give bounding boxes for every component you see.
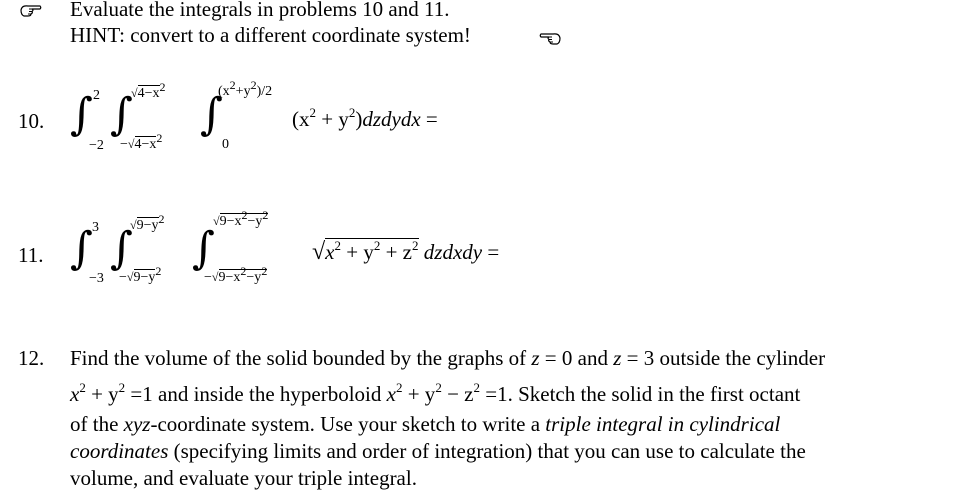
instructions-hint: HINT: convert to a different coordinate system!	[70, 23, 471, 47]
outer-upper-limit: 2	[93, 88, 100, 103]
inner-integral-sign: ∫	[200, 89, 223, 140]
outer-integral-sign: ∫	[70, 89, 93, 140]
outer-lower-limit: −2	[89, 138, 104, 153]
inner-lower-limit: −√9−x2−y2	[204, 264, 268, 285]
problem-11-integrand: $√x^2 + y^2 + z^2$ dzdxdy =	[312, 238, 500, 265]
middle-lower-limit: −√4−x2	[120, 131, 163, 152]
inner-upper-limit: (x2+y2)/2	[218, 78, 273, 99]
problem-12-number: 12.	[18, 346, 45, 370]
problem-10-number: 10.	[18, 109, 45, 133]
problem-12-line-1: Find the volume of the solid bounded by the graphs of z = 0 and z = 3 outside the cylinder	[70, 346, 826, 370]
outer-upper-limit: 3	[92, 220, 99, 235]
problem-12-line-4: coordinates (specifying limits and order of integration) that you can use to calculate the	[70, 439, 806, 463]
problem-12-line-3: of the xyz-coordinate system. Use your sketch to write a triple integral in cylindrical	[70, 412, 781, 436]
outer-lower-limit: −3	[89, 271, 104, 286]
problem-10-integrand: ($x^2$ + $y^2)dzdydx$ =	[292, 105, 438, 131]
middle-integral-sign: ∫	[110, 223, 133, 274]
pointing-hand-icon	[539, 31, 561, 50]
middle-integral-sign: ∫	[110, 89, 133, 140]
middle-lower-limit: −√9−y2	[119, 264, 162, 285]
problem-12-line-5: volume, and evaluate your triple integral.	[70, 466, 417, 490]
inner-integral-sign: ∫	[192, 223, 215, 274]
inner-lower-limit: 0	[222, 137, 229, 152]
pointing-hand-icon	[20, 3, 42, 22]
instructions-line-1: Evaluate the integrals in problems 10 and 11.	[70, 0, 450, 21]
problem-11-number: 11.	[18, 243, 44, 267]
middle-upper-limit: √4−x2	[131, 80, 166, 101]
middle-upper-limit: √9−y2	[130, 212, 165, 233]
inner-upper-limit: √9−x2−y2	[213, 208, 269, 229]
problem-12-line-2: $x^2 + y^2 =1$ and inside the hyperboloid $x^2 + y^2 - z^2 =1$. Sketch the solid in the first octant	[70, 380, 801, 406]
outer-integral-sign: ∫	[70, 223, 93, 274]
